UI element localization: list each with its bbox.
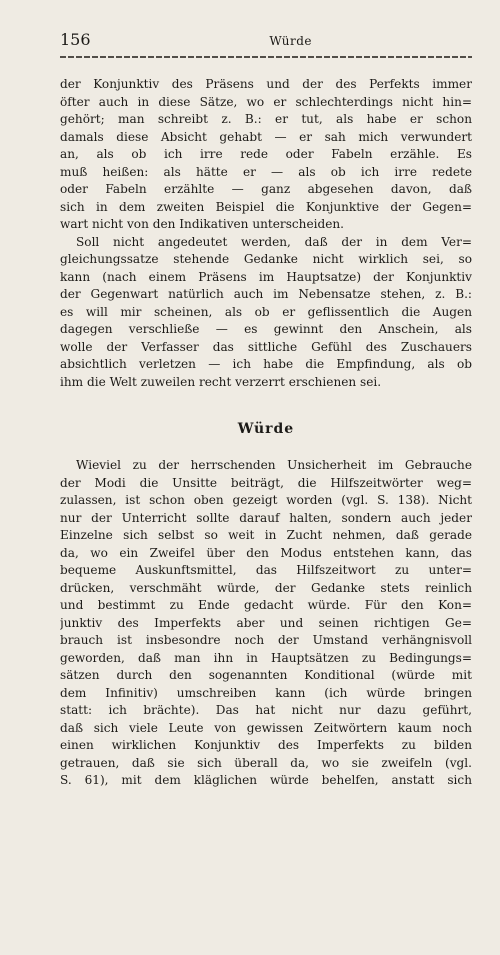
page-header bbox=[60, 30, 472, 54]
header-rule bbox=[60, 56, 472, 58]
text-line: an, als ob ich irre rede oder Fabeln erzähle. Es bbox=[60, 147, 472, 161]
text-line: bequeme Auskunftsmittel, das Hilfszeitwort zu unter= bbox=[60, 563, 472, 577]
text-line: und bestimmt zu Ende gedacht würde. Für den Kon= bbox=[60, 598, 472, 612]
text-line: sich in dem zweiten Beispiel die Konjunktive der Gegen= bbox=[60, 199, 472, 214]
text-line: der Gegenwart natürlich auch im Nebensatze stehen, z. B.: bbox=[60, 287, 472, 301]
text-line: dagegen verschließe — es gewinnt den Anschein, als bbox=[60, 322, 472, 336]
text-line: wolle der Verfasser das sittliche Gefühl des Zuschauers bbox=[60, 339, 472, 354]
text-line: der Modi die Unsitte beiträgt, die Hilfszeitwörter weg= bbox=[60, 475, 472, 490]
section-title: Würde bbox=[237, 421, 295, 437]
text-line: ihm die Welt zuweilen recht verzerrt erschienen sei. bbox=[60, 374, 382, 389]
text-line: wart nicht von den Indikativen unterscheiden. bbox=[60, 217, 345, 231]
text-line: drücken, verschmäht würde, der Gedanke stets reinlich bbox=[60, 580, 472, 595]
text-line: es will mir scheinen, als ob er geflissentlich die Augen bbox=[60, 304, 472, 319]
paragraph-1 bbox=[60, 76, 472, 234]
text-line: muß heißen: als hätte er — als ob ich irre redete bbox=[60, 164, 472, 179]
text-line: Wieviel zu der herrschenden Unsicherheit im Gebrauche bbox=[76, 458, 472, 472]
text-line: statt: ich brächte). Das hat nicht nur dazu geführt, bbox=[60, 703, 472, 717]
text-line: absichtlich verletzen — ich habe die Empfindung, als ob bbox=[60, 357, 472, 371]
text-line: kann (nach einem Präsens im Hauptsatze) der Konjunktiv bbox=[60, 269, 472, 284]
text-line: einen wirklichen Konjunktiv des Imperfekts zu bilden bbox=[60, 738, 472, 752]
text-line: brauch ist insbesondre noch der Umstand verhängnisvoll bbox=[60, 633, 472, 647]
text-line: öfter auch in diese Sätze, wo er schlechterdings nicht hin= bbox=[60, 94, 472, 109]
text-line: Soll nicht angedeutet werden, daß der in dem Ver= bbox=[76, 234, 472, 249]
text-line: oder Fabeln erzählte — ganz abgesehen davon, daß bbox=[60, 182, 472, 196]
text-line: damals diese Absicht gehabt — er sah mich verwundert bbox=[60, 129, 472, 144]
paragraph-3 bbox=[60, 457, 472, 790]
text-line: Einzelne sich selbst so weit in Zucht nehmen, daß gerade bbox=[60, 528, 472, 542]
paragraph-2 bbox=[60, 234, 472, 392]
page-number: 156 bbox=[60, 30, 91, 49]
text-line: junktiv des Imperfekts aber und seinen richtigen Ge= bbox=[60, 615, 472, 630]
text-line: sätzen durch den sogenannten Konditional (würde mit bbox=[60, 668, 472, 682]
text-line: getrauen, daß sie sich überall da, wo sie zweifeln (vgl. bbox=[60, 755, 472, 770]
text-line: gleichungssatze stehende Gedanke nicht wirklich sei, so bbox=[60, 252, 472, 266]
text-line: da, wo ein Zweifel über den Modus entstehen kann, das bbox=[60, 545, 472, 560]
text-line: zulassen, ist schon oben gezeigt worden (vgl. S. 138). Nicht bbox=[60, 493, 472, 507]
text-line: gehört; man schreibt z. B.: er tut, als habe er schon bbox=[60, 112, 472, 126]
running-head: Würde bbox=[269, 34, 312, 48]
text-line: nur der Unterricht sollte darauf halten, sondern auch jeder bbox=[60, 510, 472, 525]
text-line: S. 61), mit dem kläglichen würde behelfen, anstatt sich bbox=[60, 773, 472, 787]
text-line: der Konjunktiv des Präsens und der des Perfekts immer bbox=[60, 77, 472, 91]
text-line: dem Infinitiv) umschreiben kann (ich würde bringen bbox=[60, 685, 472, 700]
text-line: daß sich viele Leute von gewissen Zeitwörtern kaum noch bbox=[60, 720, 472, 735]
text-line: geworden, daß man ihn in Hauptsätzen zu Bedingungs= bbox=[60, 650, 472, 665]
